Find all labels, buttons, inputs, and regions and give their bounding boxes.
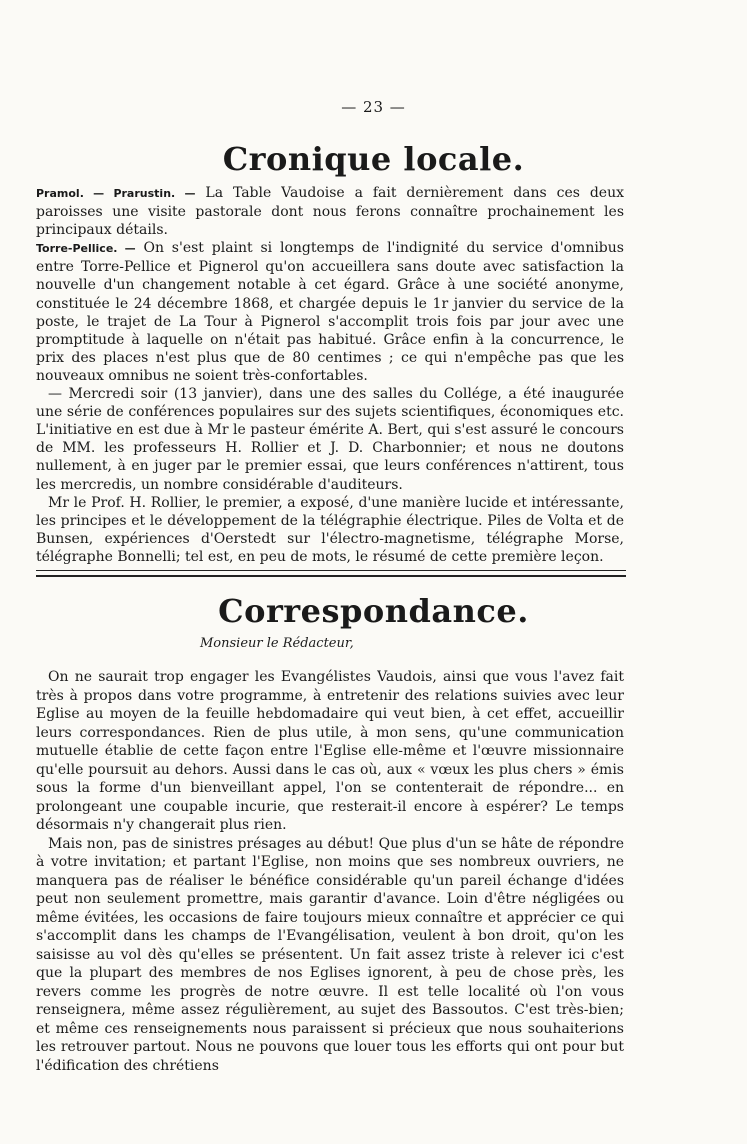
paragraph-correspondance-1: On ne saurait trop engager les Evangélistes Vaudois, ainsi que vous l'avez fait très à propos dans votre programme, à entretenir des relations suivies avec leur Eglise au moyen de la feuille hebdomadaire qui veut bien, à cet effet, accueillir leurs correspondances. Rien de plus utile, à mon sens, qu'une communication mutuelle établie de cette façon entre l'Eglise elle-même et l'œuvre missionnaire qu'elle poursuit au dehors. Aussi dans le cas où, aux « vœux les plus chers » émis sous la forme d'un bienveillant appel, l'on se contenterait de répondre... en prolongeant une coupable incurie, que resterait-il encore à espérer? Le temps désormais n'y changerait plus rien.: [36, 669, 624, 833]
section-divider-thin: [36, 570, 626, 571]
page-number: — 23 —: [341, 98, 406, 116]
paragraph-text: La Table Vaudoise a fait dernièrement dans ces deux paroisses une visite pastorale dont nous ferons connaître prochainement les principaux détails.: [36, 185, 625, 239]
section-divider-thick: [36, 575, 626, 577]
place-heading: Pramol. — Prarustin. —: [36, 187, 196, 200]
paragraph-correspondance-2: Mais non, pas de sinistres présages au début! Que plus d'un se hâte de répondre à votre invitation; et partant l'Eglise, non moins que ses nombreux ouvriers, ne manquera pas de réaliser le bénéfice considérable qu'un pareil échange d'idées peut non seulement promettre, mais garantir d'avance. Loin d'être négligées ou même évitées, les occasions de faire toujours mieux connaître et apprécier ce qui s'accomplit dans les champs de l'Evangélisation, veulent à bon droit, qu'on les saisisse au vol dès qu'elles se présentent. Un fait assez triste à relever ici c'est que la plupart des membres de nos Eglises ignorent, à peu de chose près, les revers comme les progrès de notre œuvre. Il est telle localité où l'on vous renseignera, même assez régulièrement, au sujet des Bassoutos. C'est très-bien; et même ces renseignements nous paraissent si précieux que nous souhaiterions les retrouver partout. Nous ne pouvons que louer tous les efforts qui ont pour but l'édification des chrétiens: [36, 835, 624, 1074]
section-title-correspondance: Correspondance.: [218, 592, 529, 630]
section-title-cronique-locale: Cronique locale.: [222, 140, 525, 178]
paragraph-conferences: — Mercredi soir (13 janvier), dans une des salles du Collége, a été inaugurée une série de conférences populaires sur des sujets scientifiques, économiques etc. L'initiative en est due à Mr le pasteur émérite A. Bert, qui s'est assuré le concours de MM. les professeurs H. Rollier et J. D. Charbonnier; et nous ne doutons nullement, à en juger par le premier essai, que leurs conférences n'attirent, tous les mercredis, un nombre considérable d'auditeurs.: [36, 386, 624, 493]
paragraph-pramol: [36, 184, 624, 239]
place-heading: Torre-Pellice. —: [36, 242, 136, 256]
cronique-locale-body: [36, 184, 624, 566]
paragraph-rollier: Mr le Prof. H. Rollier, le premier, a exposé, d'une manière lucide et intéressante, les principes et le développement de la télégraphie électrique. Piles de Volta et de Bunsen, expériences d'Oerstedt sur l'électro-magnetisme, télégraphe Morse, télégraphe Bonnelli; tel est, en peu de mots, le résumé de cette première leçon.: [36, 494, 624, 565]
paragraph-text: On s'est plaint si longtemps de l'indignité du service d'omnibus entre Torre-Pellice et Pignerol qu'on accueillera sans doute avec satisfaction la nouvelle d'un changement notable à cet égard. Grâce à une société anonyme, constituée le 24 décembre 1868, et chargée depuis le 1r janvier du service de la poste, le trajet de La Tour à Pignerol s'accomplit trois fois par jour avec une promptitude à laquelle on n'était pas habitué. Grâce enfin à la concurrence, le prix des places n'est plus que de 80 centimes ; ce qui n'empêche pas que les nouveaux omnibus ne soient très-confortables.: [36, 240, 624, 384]
salutation: Monsieur le Rédacteur,: [200, 636, 354, 651]
paragraph-torre-pellice: [36, 239, 624, 385]
correspondance-body: [36, 668, 624, 1075]
